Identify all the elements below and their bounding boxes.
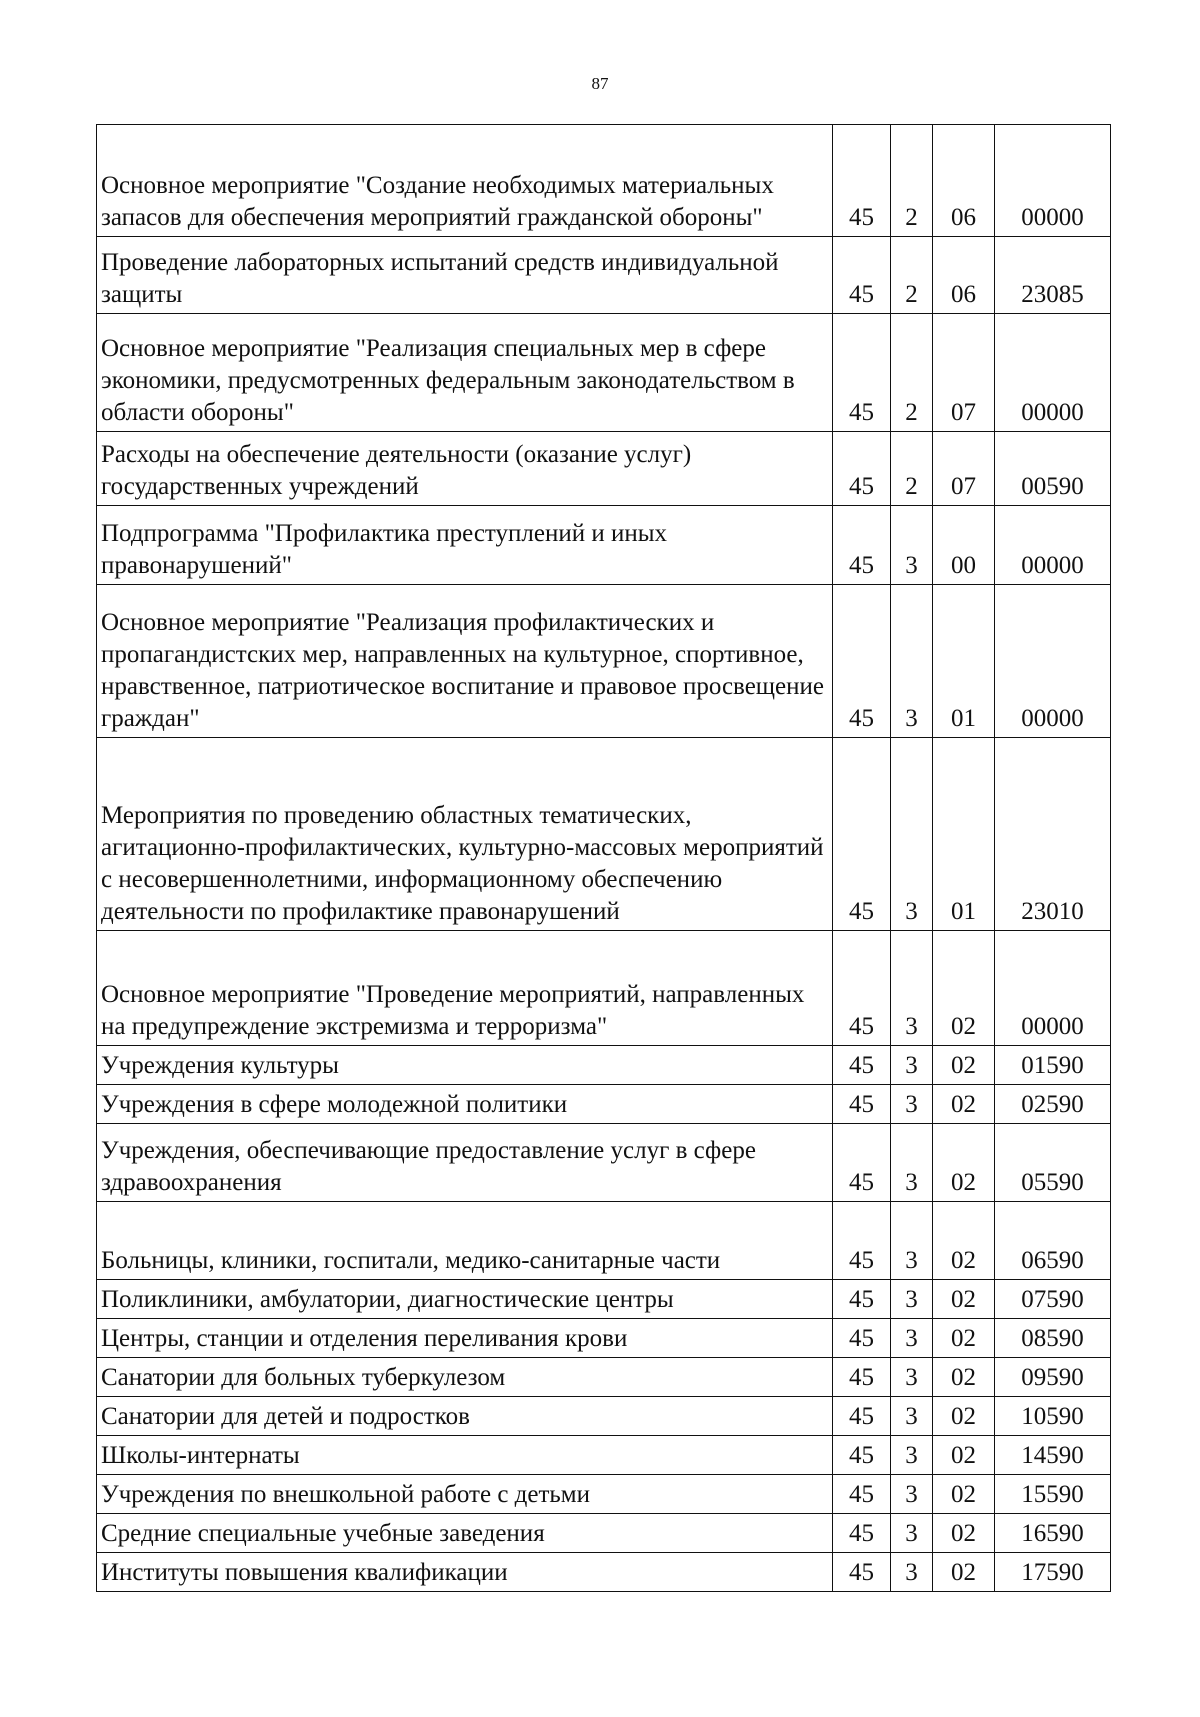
program-code: 45 xyxy=(833,1397,891,1436)
subprogram-code: 3 xyxy=(891,1085,933,1124)
page-number: 87 xyxy=(591,74,609,93)
direction-code: 09590 xyxy=(995,1358,1111,1397)
program-code: 45 xyxy=(833,931,891,1046)
direction-code: 02590 xyxy=(995,1085,1111,1124)
program-code: 45 xyxy=(833,237,891,314)
row-name: Основное мероприятие "Создание необходимых материальных запасов для обеспечения мероприятий гражданской обороны" xyxy=(97,125,833,237)
subprogram-code: 3 xyxy=(891,1280,933,1319)
subprogram-code: 2 xyxy=(891,125,933,237)
table-row xyxy=(97,1358,1111,1397)
program-code: 45 xyxy=(833,1436,891,1475)
direction-code: 10590 xyxy=(995,1397,1111,1436)
table-row xyxy=(97,1319,1111,1358)
direction-code: 00000 xyxy=(995,314,1111,432)
activity-code: 02 xyxy=(933,1202,995,1280)
subprogram-code: 2 xyxy=(891,314,933,432)
direction-code: 17590 xyxy=(995,1553,1111,1592)
table-row xyxy=(97,738,1111,931)
table-row xyxy=(97,1046,1111,1085)
program-code: 45 xyxy=(833,1553,891,1592)
row-name: Подпрограмма "Профилактика преступлений и иных правонарушений" xyxy=(97,506,833,585)
activity-code: 07 xyxy=(933,432,995,506)
row-name: Больницы, клиники, госпитали, медико-санитарные части xyxy=(97,1202,833,1280)
table-row xyxy=(97,506,1111,585)
row-name: Проведение лабораторных испытаний средств индивидуальной защиты xyxy=(97,237,833,314)
subprogram-code: 3 xyxy=(891,1319,933,1358)
direction-code: 23085 xyxy=(995,237,1111,314)
activity-code: 02 xyxy=(933,1319,995,1358)
subprogram-code: 3 xyxy=(891,1514,933,1553)
table-row xyxy=(97,1085,1111,1124)
table-row xyxy=(97,1124,1111,1202)
activity-code: 02 xyxy=(933,1514,995,1553)
row-name: Поликлиники, амбулатории, диагностические центры xyxy=(97,1280,833,1319)
row-name: Средние специальные учебные заведения xyxy=(97,1514,833,1553)
activity-code: 00 xyxy=(933,506,995,585)
row-name: Центры, станции и отделения переливания крови xyxy=(97,1319,833,1358)
subprogram-code: 3 xyxy=(891,1553,933,1592)
direction-code: 00000 xyxy=(995,125,1111,237)
row-name: Учреждения, обеспечивающие предоставление услуг в сфере здравоохранения xyxy=(97,1124,833,1202)
row-name: Расходы на обеспечение деятельности (оказание услуг) государственных учреждений xyxy=(97,432,833,506)
subprogram-code: 3 xyxy=(891,506,933,585)
activity-code: 02 xyxy=(933,1124,995,1202)
program-code: 45 xyxy=(833,1358,891,1397)
direction-code: 01590 xyxy=(995,1046,1111,1085)
direction-code: 00000 xyxy=(995,506,1111,585)
activity-code: 02 xyxy=(933,1280,995,1319)
budget-classification-table xyxy=(96,124,1111,1592)
subprogram-code: 2 xyxy=(891,432,933,506)
activity-code: 02 xyxy=(933,1358,995,1397)
direction-code: 00000 xyxy=(995,585,1111,738)
subprogram-code: 3 xyxy=(891,1358,933,1397)
row-name: Школы-интернаты xyxy=(97,1436,833,1475)
table-row xyxy=(97,1280,1111,1319)
program-code: 45 xyxy=(833,1046,891,1085)
activity-code: 06 xyxy=(933,237,995,314)
table-row xyxy=(97,1514,1111,1553)
program-code: 45 xyxy=(833,1514,891,1553)
direction-code: 05590 xyxy=(995,1124,1111,1202)
direction-code: 16590 xyxy=(995,1514,1111,1553)
subprogram-code: 3 xyxy=(891,1397,933,1436)
direction-code: 15590 xyxy=(995,1475,1111,1514)
subprogram-code: 3 xyxy=(891,1475,933,1514)
direction-code: 23010 xyxy=(995,738,1111,931)
activity-code: 02 xyxy=(933,1046,995,1085)
table-row xyxy=(97,1202,1111,1280)
table-row xyxy=(97,125,1111,237)
subprogram-code: 3 xyxy=(891,1046,933,1085)
subprogram-code: 3 xyxy=(891,1124,933,1202)
activity-code: 02 xyxy=(933,931,995,1046)
table-row xyxy=(97,1475,1111,1514)
program-code: 45 xyxy=(833,125,891,237)
row-name: Учреждения культуры xyxy=(97,1046,833,1085)
direction-code: 06590 xyxy=(995,1202,1111,1280)
direction-code: 00000 xyxy=(995,931,1111,1046)
subprogram-code: 3 xyxy=(891,1202,933,1280)
program-code: 45 xyxy=(833,1475,891,1514)
subprogram-code: 3 xyxy=(891,585,933,738)
row-name: Мероприятия по проведению областных тематических, агитационно-профилактических, культурно-массовых мероприятий с несовершеннолетними, информационному обеспечению деятельности по профилактике правонарушений xyxy=(97,738,833,931)
subprogram-code: 3 xyxy=(891,1436,933,1475)
row-name: Санатории для детей и подростков xyxy=(97,1397,833,1436)
row-name: Учреждения по внешкольной работе с детьми xyxy=(97,1475,833,1514)
row-name: Основное мероприятие "Реализация специальных мер в сфере экономики, предусмотренных федеральным законодательством в области обороны" xyxy=(97,314,833,432)
activity-code: 06 xyxy=(933,125,995,237)
table-row xyxy=(97,1436,1111,1475)
activity-code: 02 xyxy=(933,1436,995,1475)
row-name: Санатории для больных туберкулезом xyxy=(97,1358,833,1397)
direction-code: 14590 xyxy=(995,1436,1111,1475)
program-code: 45 xyxy=(833,1085,891,1124)
program-code: 45 xyxy=(833,432,891,506)
table-row xyxy=(97,1397,1111,1436)
table-row xyxy=(97,237,1111,314)
table-row xyxy=(97,931,1111,1046)
subprogram-code: 3 xyxy=(891,738,933,931)
program-code: 45 xyxy=(833,738,891,931)
program-code: 45 xyxy=(833,1319,891,1358)
row-name: Основное мероприятие "Проведение мероприятий, направленных на предупреждение экстремизма и терроризма" xyxy=(97,931,833,1046)
program-code: 45 xyxy=(833,1280,891,1319)
activity-code: 02 xyxy=(933,1085,995,1124)
program-code: 45 xyxy=(833,506,891,585)
table-row xyxy=(97,432,1111,506)
program-code: 45 xyxy=(833,1124,891,1202)
table-row xyxy=(97,1553,1111,1592)
program-code: 45 xyxy=(833,585,891,738)
activity-code: 02 xyxy=(933,1475,995,1514)
activity-code: 01 xyxy=(933,585,995,738)
row-name: Учреждения в сфере молодежной политики xyxy=(97,1085,833,1124)
row-name: Основное мероприятие "Реализация профилактических и пропагандистских мер, направленных на культурное, спортивное, нравственное, патриотическое воспитание и правовое просвещение граждан" xyxy=(97,585,833,738)
activity-code: 02 xyxy=(933,1397,995,1436)
program-code: 45 xyxy=(833,1202,891,1280)
activity-code: 07 xyxy=(933,314,995,432)
subprogram-code: 3 xyxy=(891,931,933,1046)
direction-code: 00590 xyxy=(995,432,1111,506)
direction-code: 07590 xyxy=(995,1280,1111,1319)
table-row xyxy=(97,314,1111,432)
direction-code: 08590 xyxy=(995,1319,1111,1358)
table-row xyxy=(97,585,1111,738)
subprogram-code: 2 xyxy=(891,237,933,314)
row-name: Институты повышения квалификации xyxy=(97,1553,833,1592)
program-code: 45 xyxy=(833,314,891,432)
activity-code: 01 xyxy=(933,738,995,931)
activity-code: 02 xyxy=(933,1553,995,1592)
